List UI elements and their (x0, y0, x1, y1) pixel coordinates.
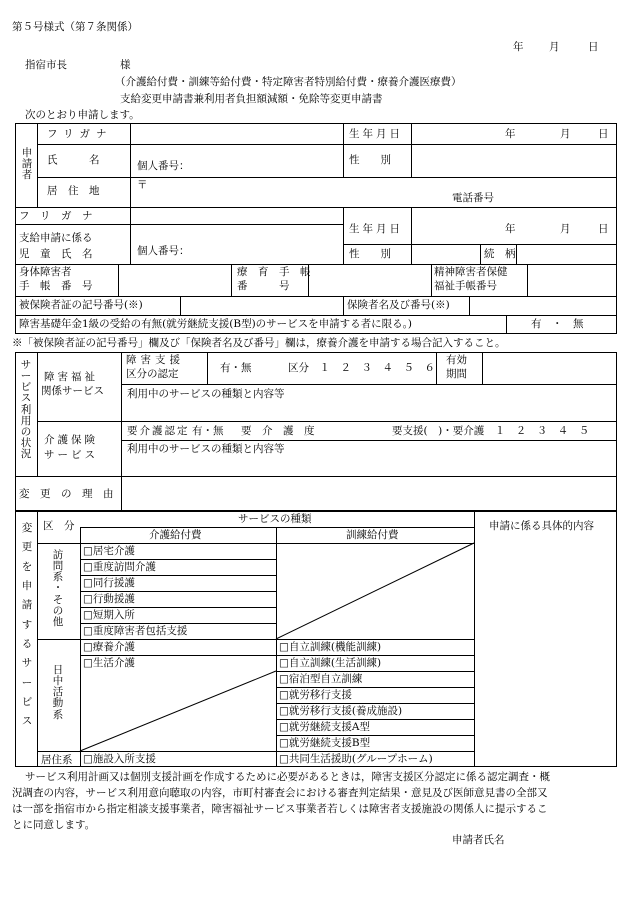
support-level-line1: 障害支援 (126, 354, 184, 366)
training-item-function[interactable]: □自立訓練(機能訓練) (279, 641, 382, 653)
form-title-line2: 支給変更申請書兼利用者負担額減額・免除等変更申請書 (120, 93, 383, 105)
applicant-birth-month: 月 (560, 128, 571, 140)
postal-mark: 〒 (137, 179, 148, 191)
date-day-label: 日 (588, 41, 599, 53)
phone-label: 電話番号 (452, 192, 494, 204)
visiting-item-short-stay[interactable]: □短期入所 (83, 609, 135, 621)
visiting-item-severe-visit[interactable]: □重度訪問介護 (83, 561, 156, 573)
insured-number-label: 被保険者証の記号番号(※) (19, 299, 143, 311)
change-reason-field[interactable] (122, 477, 616, 510)
visiting-item-accompany[interactable]: □同行援護 (83, 577, 135, 589)
child-label-line2: 児 童 氏 名 (19, 248, 93, 260)
applicant-section-label: 申 請 者 (21, 147, 33, 182)
welfare-in-use: 利用中のサービスの種類と内容等 (127, 388, 285, 400)
child-birth-month: 月 (560, 223, 571, 235)
consent-line1: サービス利用計画又は個別支援計画を作成するために必要があるときは，障害支援区分認定に係る認定調査・概 (25, 771, 550, 783)
training-item-residential[interactable]: □宿泊型自立訓練 (279, 673, 363, 685)
applicant-name-field[interactable] (131, 145, 342, 176)
disability-label-line1: 身体障害者 (19, 266, 72, 278)
training-benefits-header: 訓練給付費 (346, 529, 399, 541)
care-level-label: 要 介 護 度 (241, 425, 315, 437)
daytime-care-medical[interactable]: □療養介護 (83, 641, 135, 653)
care-yes-no[interactable]: 有・無 (192, 425, 224, 437)
disability-label-line2: 手 帳 番 号 (19, 280, 93, 292)
mental-label-line2: 福祉手帳番号 (434, 280, 497, 292)
applicant-address-field[interactable] (131, 178, 616, 206)
support-level-line2: 区分の認定 (126, 368, 179, 380)
validity-line1: 有効 (446, 354, 467, 366)
applicant-birth-year: 年 (505, 128, 516, 140)
child-sex-label: 性 別 (349, 248, 391, 260)
child-my-number: 個人番号： (137, 245, 190, 257)
pension-question: 障害基礎年金1級の受給の有無(就労継続支援(B型)のサービスを申請する者に限る。) (19, 318, 413, 330)
welfare-label-line1: 障害福祉 (44, 371, 98, 383)
signature-label: 申請者氏名 (452, 834, 505, 846)
date-month-label: 月 (549, 41, 560, 53)
daytime-care-life[interactable]: □生活介護 (83, 657, 135, 669)
care-label-line1: 介護保険 (44, 434, 98, 446)
support-yes-no[interactable]: 有・無 (220, 362, 252, 374)
child-furigana-label: フ リ ガ ナ (19, 210, 93, 222)
form-number: 第５号様式（第７条関係） (12, 21, 138, 33)
insurer-label: 保険者名及び番号(※) (347, 299, 450, 311)
date-year-label: 年 (513, 41, 524, 53)
care-level-detail[interactable]: 要支援( )・要介護 １ ２ ３ ４ ５ (392, 425, 590, 437)
validity-line2: 期間 (446, 368, 467, 380)
training-item-transition-school[interactable]: □就労移行支援(養成施設) (279, 705, 403, 717)
visiting-item-comprehensive[interactable]: □重度障害者包括支援 (83, 625, 188, 637)
care-label-line2: サービス (44, 449, 98, 461)
child-birth-year: 年 (505, 223, 516, 235)
consent-line3: は一部を指宿市から指定相談支援事業者，障害福祉サービス事業者若しくは障害者支援施設の関係人に提示するこ (12, 803, 548, 815)
change-reason-label: 変 更 の 理 由 (19, 488, 114, 500)
rehab-label-line1: 療 育 手 帳 (237, 266, 311, 278)
daytime-category-label: 日 中 活 動 系 (52, 664, 64, 721)
visiting-category-label: 訪 問 系 ・ そ の 他 (52, 549, 64, 628)
welfare-label-line2: 関係サービス (41, 385, 104, 397)
child-label-line1: 支給申請に係る (19, 232, 93, 244)
child-relation-label: 続 柄 (484, 248, 516, 260)
consent-line2: 況調査の内容，サービス利用意向聴取の内容，市町村審査会における審査判定結果・意見及び医師意見書の全部又 (12, 787, 548, 799)
service-status-label: サ ー ビ ス 利 用 の 状 況 (20, 359, 32, 460)
addressee-suffix: 様 (120, 59, 131, 71)
applicant-address-label: 居 住 地 (47, 185, 100, 197)
pension-answer[interactable]: 有 ・ 無 (531, 318, 584, 330)
training-item-continuous-b[interactable]: □就労継続支援B型 (279, 737, 371, 749)
visiting-item-behavior[interactable]: □行動援護 (83, 593, 135, 605)
visiting-item-home-care[interactable]: □居宅介護 (83, 545, 135, 557)
support-classification[interactable]: 区分 １ ２ ３ ４ ５ ６ (288, 362, 435, 374)
residential-care-item[interactable]: □施設入所支援 (83, 753, 156, 765)
child-birth-label: 生年月日 (349, 223, 403, 235)
footnote: ※「被保険者証の記号番号」欄及び「保険者名及び番号」欄は，療養介護を申請する場合記入すること。 (12, 337, 506, 349)
rehab-label-line2: 番 号 (237, 280, 290, 292)
consent-line4: とに同意します。 (12, 819, 96, 831)
care-in-use: 利用中のサービスの種類と内容等 (127, 443, 285, 455)
applicant-birth-day: 日 (598, 128, 609, 140)
training-item-continuous-a[interactable]: □就労継続支援A型 (279, 721, 371, 733)
applicant-name-label: 氏 名 (47, 154, 100, 166)
applicant-my-number: 個人番号： (137, 160, 190, 172)
addressee: 指宿市長 (25, 59, 67, 71)
mental-label-line1: 精神障害者保健 (434, 266, 508, 278)
child-birth-day: 日 (598, 223, 609, 235)
specific-content-header: 申請に係る具体的内容 (489, 520, 594, 532)
care-cert-label: 要介護認定 (127, 425, 190, 437)
residential-training-item[interactable]: □共同生活援助(グループホーム) (279, 753, 433, 765)
form-title-line1: （介護給付費・訓練等給付費・特定障害者特別給付費・療養介護医療費） (115, 76, 462, 88)
category-header: 区 分 (43, 520, 75, 532)
applicant-furigana-label: フリガナ (47, 128, 113, 140)
residential-category-label: 居住系 (41, 754, 73, 766)
training-item-transition[interactable]: □就労移行支援 (279, 689, 352, 701)
service-types-header: サービスの種類 (238, 513, 312, 525)
applicant-sex-label: 性 別 (349, 154, 391, 166)
change-services-label: 変 更 を 申 請 す る サ ー ビ ス (21, 522, 33, 728)
intro-text: 次のとおり申請します。 (25, 109, 140, 121)
applicant-birth-label: 生年月日 (349, 128, 403, 140)
training-item-living[interactable]: □自立訓練(生活訓練) (279, 657, 382, 669)
care-benefits-header: 介護給付費 (149, 529, 202, 541)
